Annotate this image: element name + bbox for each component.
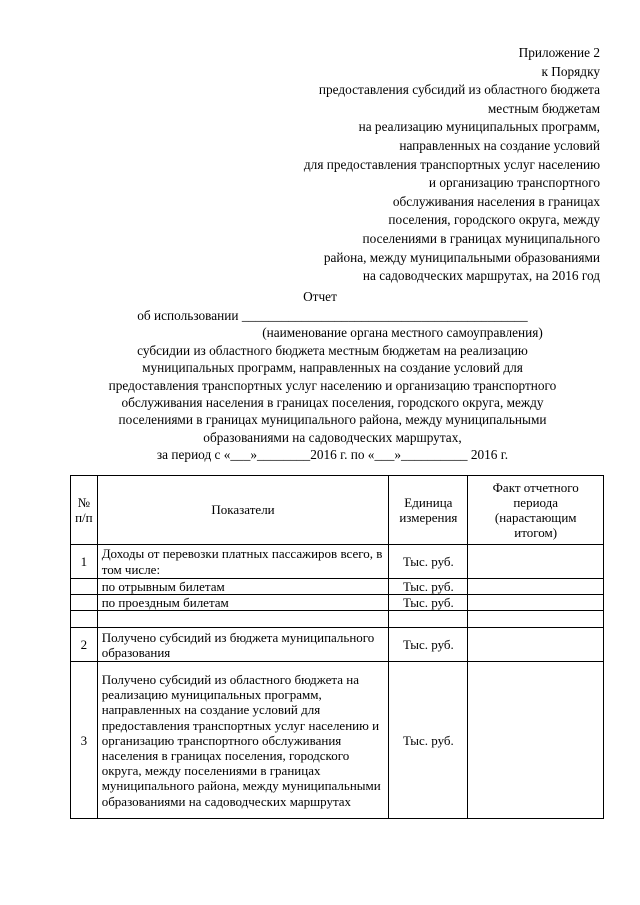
table-row — [71, 628, 604, 662]
usage-line: об использовании ___________________________________________ — [137, 308, 528, 323]
row-fact-cell[interactable] — [468, 662, 604, 819]
appendix-line: района, между муниципальными образованиями — [323, 249, 600, 265]
row-number — [71, 579, 98, 595]
appendix-line: Приложение 2 — [518, 45, 600, 60]
table-header-row — [71, 476, 604, 545]
row-unit: Тыс. руб. — [389, 595, 468, 611]
row-number: 1 — [71, 545, 98, 579]
appendix-line: и организацию транспортного — [428, 175, 600, 191]
row-unit: Тыс. руб. — [389, 545, 468, 579]
appendix-line: на садоводческих маршрутах, на 2016 год — [362, 268, 600, 284]
empty-cell — [71, 611, 98, 628]
header-indicator: Показатели — [97, 476, 389, 545]
row-fact-cell[interactable] — [468, 628, 604, 662]
body-line: поселениями в границах муниципального района, между муниципальными — [118, 412, 547, 428]
table-row — [71, 662, 604, 819]
row-indicator: по отрывным билетам — [97, 579, 389, 595]
body-line: предоставления транспортных услуг населению и организацию транспортного — [108, 377, 557, 393]
row-indicator: Получено субсидий из бюджета муниципального образования — [97, 628, 389, 662]
appendix-line: поселения, городского округа, между — [388, 212, 600, 228]
row-fact-cell[interactable] — [468, 595, 604, 611]
usage-note: (наименование органа местного самоуправления) — [262, 325, 543, 341]
appendix-line: для предоставления транспортных услуг населению — [303, 156, 600, 172]
table-row — [71, 545, 604, 579]
body-line: образованиями на садоводческих маршрутах, — [203, 429, 462, 445]
row-indicator: по проездным билетам — [97, 595, 389, 611]
period-line: за период с «___»________2016 г. по «___»__________ 2016 г. — [156, 447, 509, 463]
row-fact-cell[interactable] — [468, 545, 604, 579]
appendix-line: предоставления субсидий из областного бюджета — [318, 82, 600, 98]
body-line: муниципальных программ, направленных на создание условий для — [142, 360, 523, 376]
appendix-line: к Порядку — [541, 63, 600, 79]
empty-cell — [389, 611, 468, 628]
table-row — [71, 579, 604, 595]
row-unit: Тыс. руб. — [389, 662, 468, 819]
empty-cell — [97, 611, 389, 628]
appendix-line: на реализацию муниципальных программ, — [358, 119, 600, 135]
row-indicator: Получено субсидий из областного бюджета на реализацию муниципальных программ, направленных на создание условий для предоставления транспортных услуг населению и организацию транспортного обслуживания населения в границах поселения, городского округа, между поселениями в границах муниципального района, между муниципальными образованиями на садоводческих маршрутах — [97, 662, 389, 819]
table-row-empty — [71, 611, 604, 628]
row-unit: Тыс. руб. — [389, 579, 468, 595]
appendix-line: местным бюджетам — [487, 100, 600, 116]
report-table — [70, 475, 604, 819]
table-row — [71, 595, 604, 611]
row-unit: Тыс. руб. — [389, 628, 468, 662]
empty-cell — [468, 611, 604, 628]
appendix-header — [240, 44, 600, 286]
report-description — [60, 307, 605, 464]
row-indicator: Доходы от перевозки платных пассажиров всего, в том числе: — [97, 545, 389, 579]
header-fact: Факт отчетного периода (нарастающим итогом) — [468, 476, 604, 545]
body-line: субсидии из областного бюджета местным бюджетам на реализацию — [137, 342, 528, 358]
row-fact-cell[interactable] — [468, 579, 604, 595]
header-unit: Единица измерения — [389, 476, 468, 545]
row-number: 3 — [71, 662, 98, 819]
row-number: 2 — [71, 628, 98, 662]
appendix-line: обслуживания населения в границах — [392, 193, 600, 209]
appendix-line: поселениями в границах муниципального — [362, 230, 600, 246]
body-line: обслуживания населения в границах поселения, городского округа, между — [121, 395, 544, 411]
row-number — [71, 595, 98, 611]
appendix-line: направленных на создание условий — [399, 137, 600, 153]
report-title: Отчет — [303, 289, 337, 304]
header-num: № п/п — [71, 476, 98, 545]
